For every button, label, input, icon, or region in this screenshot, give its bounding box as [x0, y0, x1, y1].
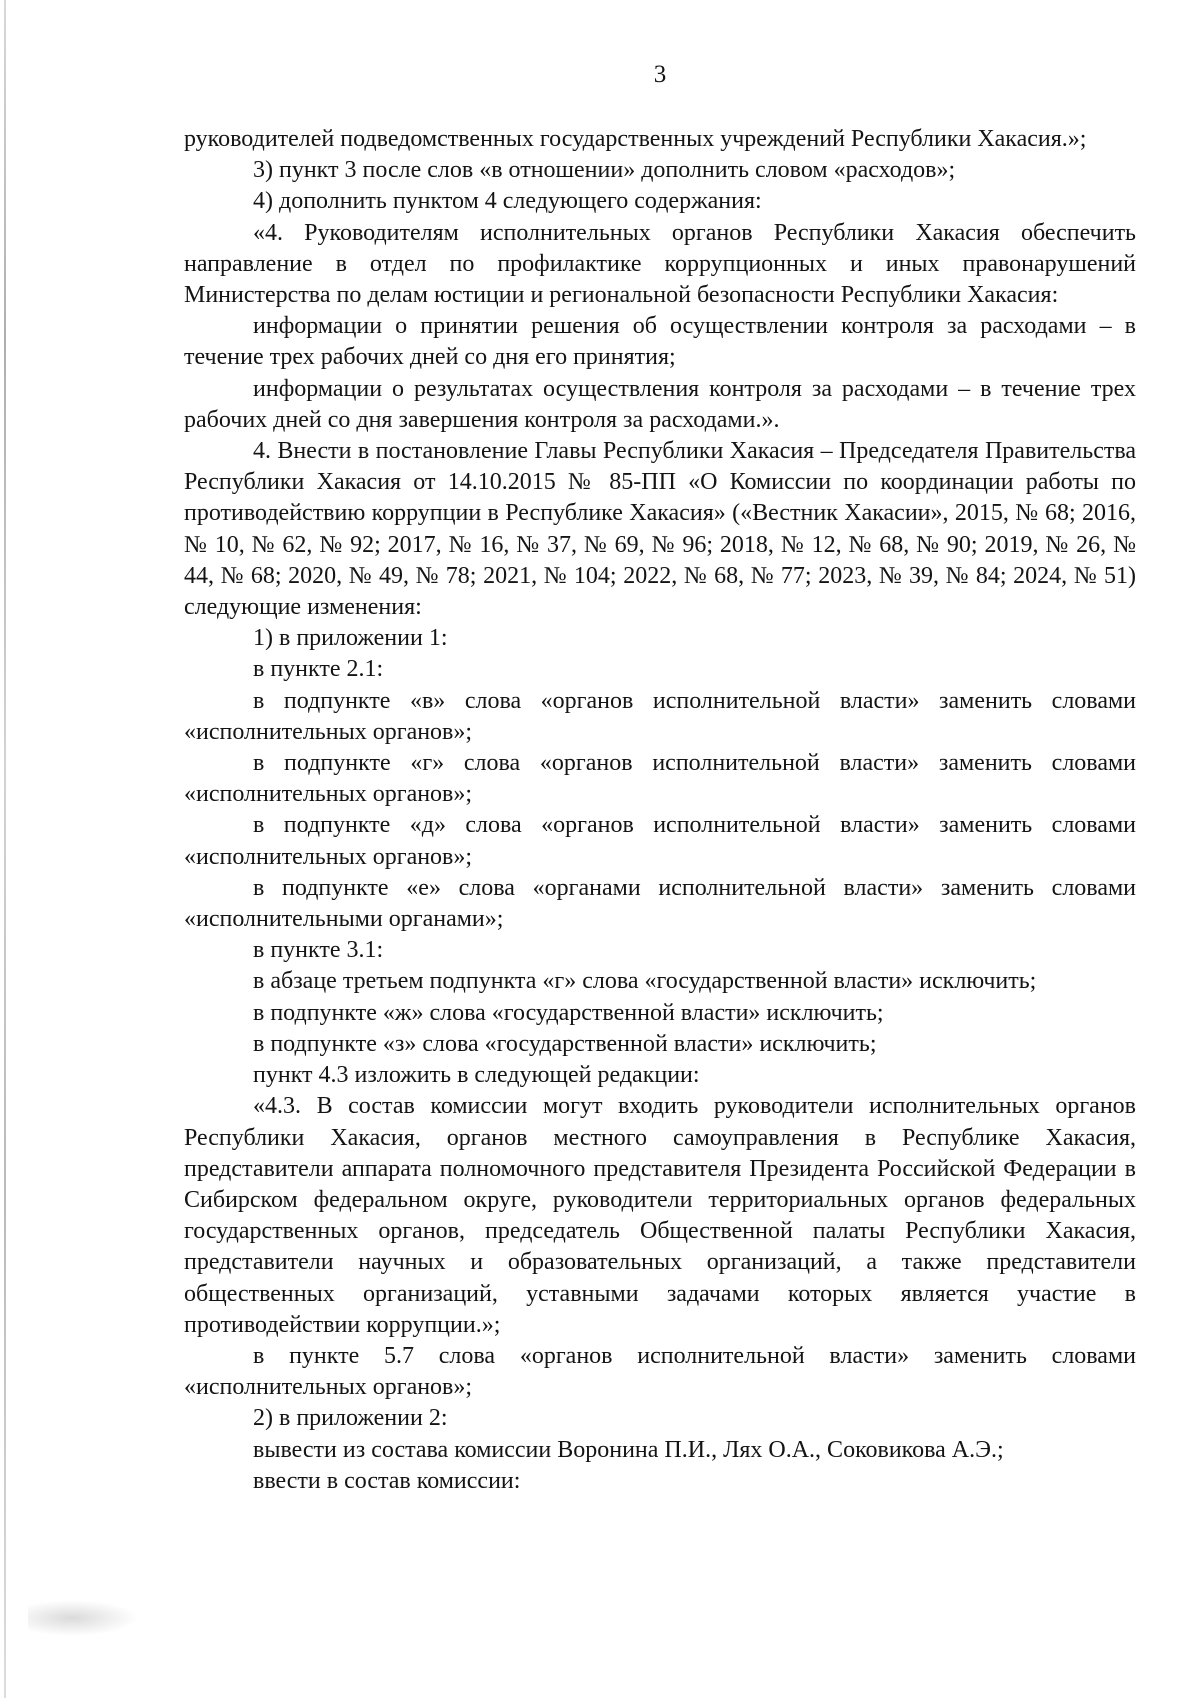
paragraph: ввести в состав комиссии:	[253, 1467, 521, 1494]
paragraph: 1) в приложении 1:	[253, 625, 448, 652]
paragraph: в подпункте «д» слова «органов исполнительной власти» заменить словами «исполнительных органов»;	[184, 812, 1136, 870]
page-number: 3	[653, 61, 667, 88]
scan-smudge	[28, 1600, 138, 1636]
paragraph: 4. Внести в постановление Главы Республики Хакасия – Председателя Правительства Республики Хакасия от 14.10.2015 № 85-ПП «О Комиссии по координации работы по противодействию коррупции в Республике Хакасия» («Вестник Хакасии», 2015, № 68; 2016, № 10, № 62, № 92; 2017, № 16, № 37, № 69, № 96; 2018, № 12, № 68, № 90; 2019, № 26, № 44, № 68; 2020, № 49, № 78; 2021, № 104; 2022, № 68, № 77; 2023, № 39, № 84; 2024, № 51) следующие изменения:	[184, 438, 1136, 621]
paragraph: 3) пункт 3 после слов «в отношении» дополнить словом «расходов»;	[253, 157, 956, 184]
paragraph: в подпункте «в» слова «органов исполнительной власти» заменить словами «исполнительных органов»;	[184, 687, 1136, 745]
paragraph: информации о результатах осуществления контроля за расходами – в течение трех рабочих дней со дня завершения контроля за расходами.».	[184, 375, 1136, 433]
paragraph: информации о принятии решения об осуществлении контроля за расходами – в течение трех рабочих дней со дня его принятия;	[184, 313, 1136, 371]
paragraph: «4. Руководителям исполнительных органов Республики Хакасия обеспечить направление в отдел по профилактике коррупционных и иных правонарушений Министерства по делам юстиции и региональной безопасности Республики Хакасия:	[184, 219, 1136, 309]
paragraph: пункт 4.3 изложить в следующей редакции:	[253, 1062, 700, 1089]
paragraph: в пункте 5.7 слова «органов исполнительной власти» заменить словами «исполнительных органов»;	[184, 1342, 1136, 1401]
document-body	[184, 124, 1136, 1497]
document-page	[184, 60, 1136, 1497]
paragraph: вывести из состава комиссии Воронина П.И., Лях О.А., Соковикова А.Э.;	[253, 1436, 1004, 1463]
paragraph: в подпункте «е» слова «органами исполнительной власти» заменить словами «исполнительными органами»;	[184, 874, 1136, 933]
paragraph: в пункте 3.1:	[253, 937, 384, 964]
paragraph: 4) дополнить пунктом 4 следующего содержания:	[253, 188, 762, 215]
paragraph: «4.3. В состав комиссии могут входить руководители исполнительных органов Республики Хакасия, органов местного самоуправления в Республике Хакасия, представители аппарата полномочного представителя Президента Российской Федерации в Сибирском федеральном округе, руководители территориальных органов федеральных государственных органов, председатель Общественной палаты Республики Хакасия, представители научных и образовательных организаций, а также представители общественных организаций, уставными задачами которых является участие в противодействии коррупции.»;	[184, 1093, 1136, 1338]
scan-edge-shadow	[4, 0, 6, 1698]
paragraph: в пункте 2.1:	[253, 656, 384, 683]
paragraph: 2) в приложении 2:	[253, 1405, 448, 1432]
paragraph: в подпункте «з» слова «государственной власти» исключить;	[253, 1030, 877, 1057]
paragraph: в абзаце третьем подпункта «г» слова «государственной власти» исключить;	[253, 968, 1037, 995]
paragraph: руководителей подведомственных государственных учреждений Республики Хакасия.»;	[184, 126, 1087, 152]
paragraph: в подпункте «ж» слова «государственной власти» исключить;	[253, 999, 884, 1026]
paragraph: в подпункте «г» слова «органов исполнительной власти» заменить словами «исполнительных органов»;	[184, 750, 1136, 808]
